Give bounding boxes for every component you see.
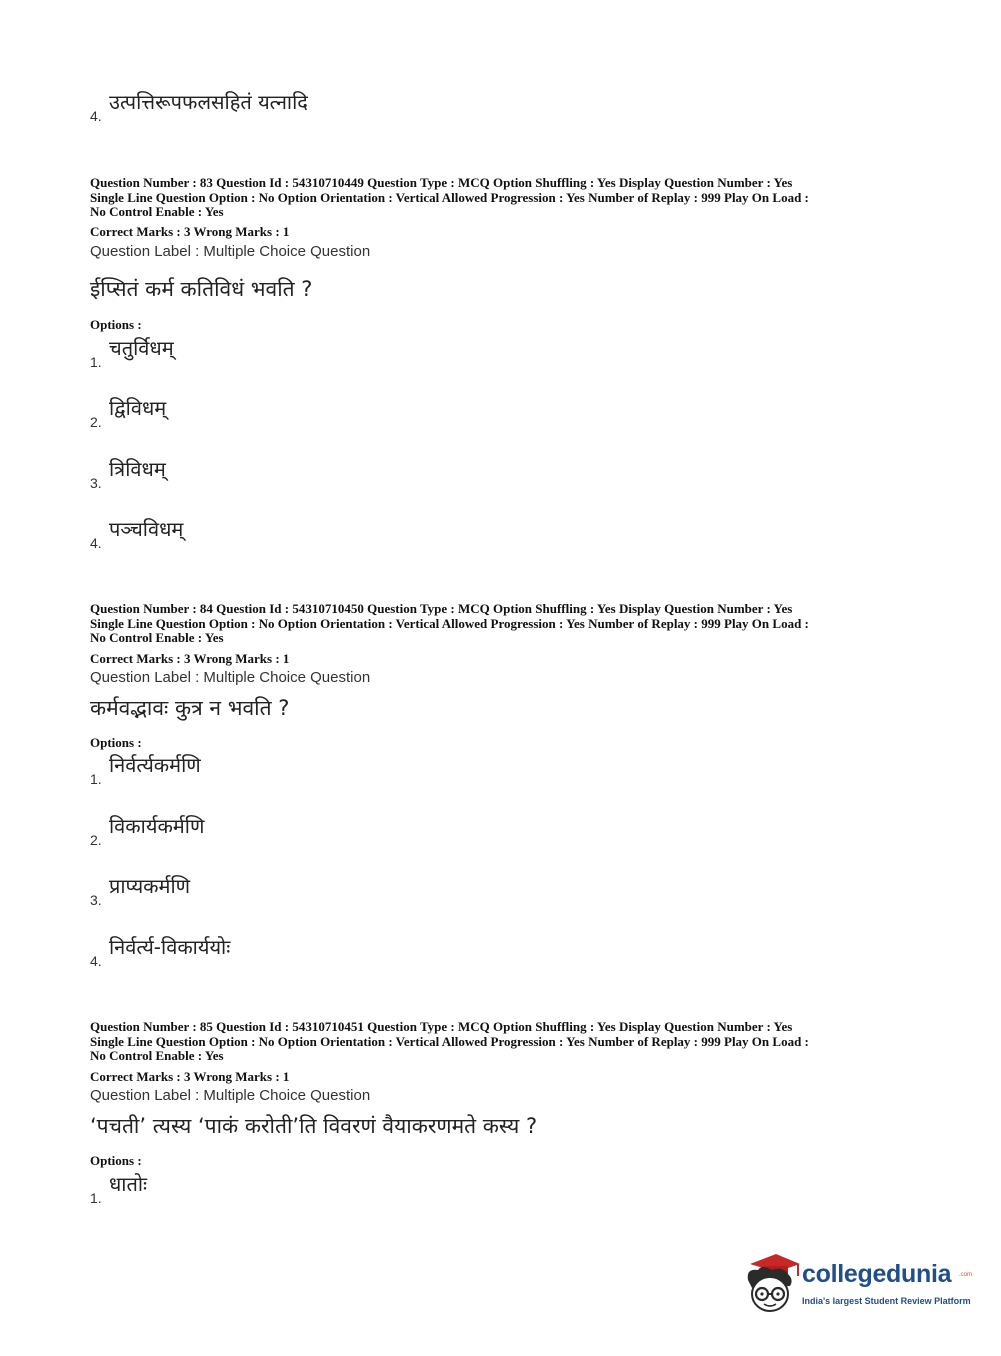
question-84-label: Question Label : Multiple Choice Question	[90, 669, 371, 686]
question-85-marks: Correct Marks : 3 Wrong Marks : 1	[90, 1069, 290, 1084]
option-number: 1.	[90, 771, 102, 787]
option-number: 3.	[90, 892, 102, 908]
option-text: द्विविधम्	[109, 396, 167, 420]
option-number: 2.	[90, 414, 102, 430]
option-text: त्रिविधम्	[109, 457, 166, 481]
option-number: 4.	[90, 535, 102, 551]
question-83-label: Question Label : Multiple Choice Question	[90, 243, 371, 260]
logo-tagline: India's largest Student Review Platform	[802, 1296, 971, 1306]
option-text: उत्पत्तिरूपफलसहितं यत्नादि	[109, 90, 308, 114]
option-number: 1.	[90, 354, 102, 370]
option-text: निर्वर्त्य-विकार्ययोः	[109, 935, 231, 959]
question-83-marks: Correct Marks : 3 Wrong Marks : 1	[90, 224, 290, 239]
question-84-options-heading: Options :	[90, 735, 142, 750]
option-text: प्राप्यकर्मणि	[109, 874, 191, 898]
option-text: पञ्चविधम्	[109, 517, 184, 541]
meta-line: No Control Enable : Yes	[90, 1048, 224, 1063]
meta-line: Single Line Question Option : No Option Orientation : Vertical Allowed Progression : Yes Number of Replay : 999 Play On Load :	[90, 189, 809, 205]
question-85-options-heading: Options :	[90, 1153, 142, 1168]
question-85-stem: ‘पचती’ त्यस्य ‘पाकं करोती’ति विवरणं वैयाकरणमते कस्य ?	[90, 1114, 538, 1138]
meta-line: No Control Enable : Yes	[90, 630, 224, 645]
question-84-stem: कर्मवद्भावः कुत्र न भवति ?	[90, 696, 290, 720]
option-text: विकार्यकर्मणि	[109, 814, 205, 838]
question-83-metadata	[90, 176, 920, 220]
question-83-stem: ईप्सितं कर्म कतिविधं भवति ?	[90, 277, 313, 301]
meta-line: Question Number : 85 Question Id : 54310710451 Question Type : MCQ Option Shuffling : Yes Display Question Number : Yes	[90, 1019, 793, 1034]
meta-line: Question Number : 83 Question Id : 54310710449 Question Type : MCQ Option Shuffling : Yes Display Question Number : Yes	[90, 175, 793, 190]
question-85-metadata	[90, 1020, 920, 1064]
meta-line: Single Line Question Option : No Option Orientation : Vertical Allowed Progression : Yes Number of Replay : 999 Play On Load :	[90, 1033, 809, 1049]
option-number: 4.	[90, 108, 102, 124]
option-number: 3.	[90, 475, 102, 491]
logo-suffix: .com	[959, 1272, 973, 1278]
option-number: 2.	[90, 832, 102, 848]
meta-line: Question Number : 84 Question Id : 54310710450 Question Type : MCQ Option Shuffling : Yes Display Question Number : Yes	[90, 601, 793, 616]
question-83-options-heading: Options :	[90, 317, 142, 332]
option-text: चतुर्विधम्	[109, 336, 174, 360]
question-84-metadata	[90, 602, 920, 646]
meta-line: No Control Enable : Yes	[90, 204, 224, 219]
option-number: 1.	[90, 1190, 102, 1206]
meta-line: Single Line Question Option : No Option Orientation : Vertical Allowed Progression : Yes Number of Replay : 999 Play On Load :	[90, 615, 809, 631]
option-number: 4.	[90, 953, 102, 969]
logo-wordmark: collegedunia	[802, 1260, 952, 1288]
collegedunia-logo	[742, 1250, 972, 1320]
question-84-marks: Correct Marks : 3 Wrong Marks : 1	[90, 651, 290, 666]
mascot-icon	[742, 1250, 802, 1316]
option-text: निर्वर्त्यकर्मणि	[109, 753, 201, 777]
option-text: धातोः	[109, 1172, 148, 1196]
question-85-label: Question Label : Multiple Choice Question	[90, 1087, 371, 1104]
